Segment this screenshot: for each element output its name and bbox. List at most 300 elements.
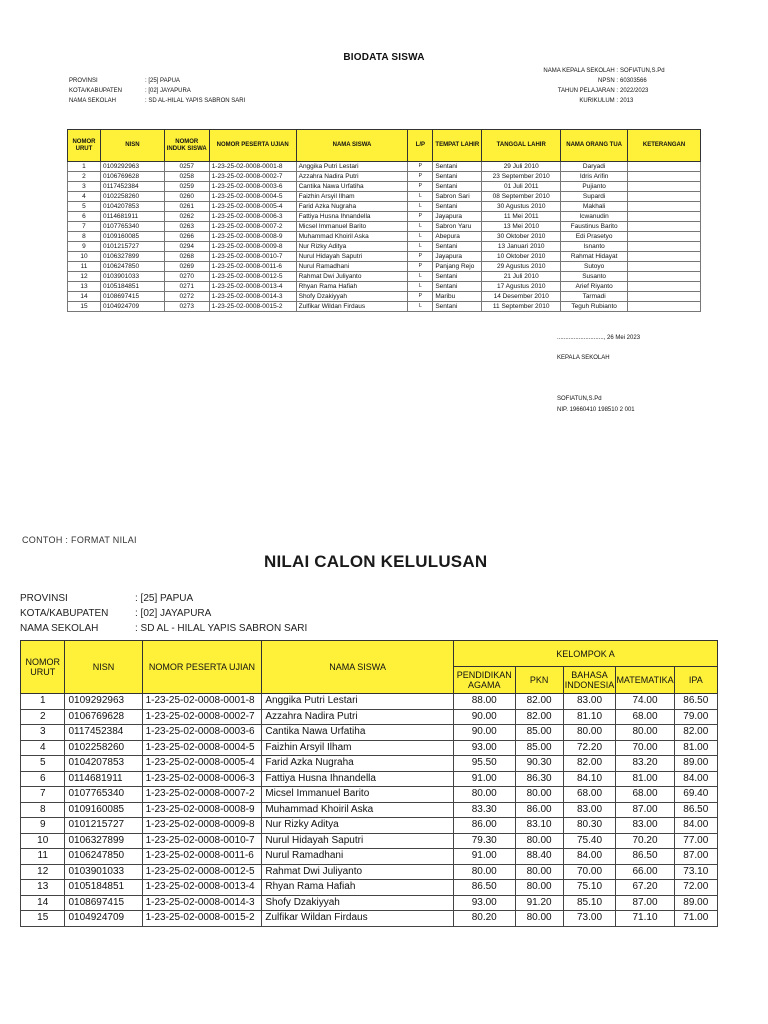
cell-score: 87.00: [616, 802, 674, 818]
cell-tempat-lahir: Abepura: [433, 232, 482, 242]
cell-orang-tua: Rahmat Hidayat: [561, 252, 628, 262]
cell-peserta: 1-23-25-02-0008-0009-8: [209, 242, 296, 252]
cell-peserta: 1-23-25-02-0008-0007-2: [209, 222, 296, 232]
column-header: L/P: [408, 130, 433, 162]
cell-tempat-lahir: Sentani: [433, 242, 482, 252]
cell-nomor: 4: [68, 192, 101, 202]
cell-score: 79.30: [453, 833, 515, 849]
cell-tanggal-lahir: 29 Agustus 2010: [482, 262, 561, 272]
cell-lp: L: [408, 282, 433, 292]
signature-date: ............................, 26 Mei 2023: [557, 335, 641, 341]
cell-nis: 0260: [164, 192, 209, 202]
cell-score: 90.00: [453, 725, 515, 741]
cell-keterangan: [628, 182, 701, 192]
cell-tempat-lahir: Jayapura: [433, 252, 482, 262]
cell-score: 80.00: [515, 911, 563, 927]
meta-value: 2013: [620, 98, 634, 104]
column-header: TEMPAT LAHIR: [433, 130, 482, 162]
cell-keterangan: [628, 302, 701, 312]
table-row: [21, 818, 718, 834]
cell-tempat-lahir: Sentani: [433, 302, 482, 312]
cell-nisn: 0103901033: [100, 272, 164, 282]
cell-score: 75.40: [563, 833, 616, 849]
cell-lp: L: [408, 302, 433, 312]
cell-lp: L: [408, 242, 433, 252]
cell-keterangan: [628, 172, 701, 182]
cell-score: 84.00: [674, 818, 717, 834]
cell-score: 66.00: [616, 864, 674, 880]
table-row: [21, 771, 718, 787]
cell-peserta: 1-23-25-02-0008-0001-8: [142, 694, 262, 710]
cell-score: 84.10: [563, 771, 616, 787]
table-row: [68, 182, 701, 192]
meta-value: : [02] JAYAPURA: [145, 88, 191, 94]
cell-peserta: 1-23-25-02-0008-0015-2: [209, 302, 296, 312]
cell-tanggal-lahir: 10 Oktober 2010: [482, 252, 561, 262]
meta-label: NAMA KEPALA SEKOLAH :: [543, 68, 618, 74]
cell-nomor: 9: [68, 242, 101, 252]
cell-peserta: 1-23-25-02-0008-0004-5: [142, 740, 262, 756]
cell-nomor: 3: [68, 182, 101, 192]
cell-score: 86.50: [674, 694, 717, 710]
table-row: [68, 272, 701, 282]
table-row: [68, 232, 701, 242]
table-row: [21, 756, 718, 772]
cell-tanggal-lahir: 30 Agustus 2010: [482, 202, 561, 212]
cell-score: 83.30: [453, 802, 515, 818]
cell-nis: 0268: [164, 252, 209, 262]
cell-peserta: 1-23-25-02-0008-0005-4: [209, 202, 296, 212]
table-row: [68, 192, 701, 202]
meta-value: : [25] PAPUA: [145, 78, 180, 84]
cell-score: 86.30: [515, 771, 563, 787]
cell-lp: L: [408, 192, 433, 202]
cell-score: 73.10: [674, 864, 717, 880]
signature-role: KEPALA SEKOLAH: [557, 355, 610, 361]
cell-nama: Farid Azka Nugraha: [262, 756, 454, 772]
cell-nama: Micsel Immanuel Barito: [296, 222, 408, 232]
cell-score: 83.00: [563, 694, 616, 710]
cell-score: 86.00: [515, 802, 563, 818]
cell-score: 84.00: [674, 771, 717, 787]
cell-tanggal-lahir: 14 Desember 2010: [482, 292, 561, 302]
meta-value: : SD AL-HILAL YAPIS SABRON SARI: [145, 98, 246, 104]
cell-nomor: 5: [21, 756, 65, 772]
cell-nama: Fattiya Husna Ihnandella: [296, 212, 408, 222]
cell-score: 82.00: [563, 756, 616, 772]
cell-nis: 0294: [164, 242, 209, 252]
cell-nama: Micsel Immanuel Barito: [262, 787, 454, 803]
cell-score: 80.00: [616, 725, 674, 741]
cell-nama: Zulfikar Wildan Firdaus: [296, 302, 408, 312]
cell-peserta: 1-23-25-02-0008-0002-7: [142, 709, 262, 725]
cell-tanggal-lahir: 11 September 2010: [482, 302, 561, 312]
cell-score: 86.50: [453, 880, 515, 896]
cell-tempat-lahir: Sentani: [433, 202, 482, 212]
cell-score: 88.00: [453, 694, 515, 710]
cell-nama: Shofy Dzakiyyah: [296, 292, 408, 302]
cell-nama: Anggika Putri Lestari: [296, 162, 408, 172]
cell-nis: 0269: [164, 262, 209, 272]
cell-tempat-lahir: Sentani: [433, 282, 482, 292]
cell-nama: Faizhin Arsyil Ilham: [296, 192, 408, 202]
cell-peserta: 1-23-25-02-0008-0004-5: [209, 192, 296, 202]
cell-lp: P: [408, 182, 433, 192]
table-row: [21, 694, 718, 710]
cell-nama: Nur Rizky Aditya: [262, 818, 454, 834]
cell-nomor: 5: [68, 202, 101, 212]
biodata-table-body: [68, 162, 701, 312]
cell-score: 85.00: [515, 725, 563, 741]
cell-nomor: 13: [68, 282, 101, 292]
cell-tanggal-lahir: 08 September 2010: [482, 192, 561, 202]
signature-name: SOFIATUN,S.Pd: [557, 396, 602, 402]
cell-nisn: 0105184851: [65, 880, 142, 896]
table-row: [21, 911, 718, 927]
column-header: NOMOR PESERTA UJIAN: [142, 641, 262, 694]
column-header: NAMA SISWA: [262, 641, 454, 694]
signature-nip: NIP. 19660410 198510 2 001: [557, 407, 635, 413]
cell-nama: Shofy Dzakiyyah: [262, 895, 454, 911]
nilai-title: NILAI CALON KELULUSAN: [264, 552, 488, 571]
cell-nomor: 12: [68, 272, 101, 282]
cell-score: 70.00: [563, 864, 616, 880]
cell-nisn: 0102258260: [100, 192, 164, 202]
cell-nomor: 10: [21, 833, 65, 849]
cell-peserta: 1-23-25-02-0008-0010-7: [142, 833, 262, 849]
cell-nis: 0266: [164, 232, 209, 242]
cell-nama: Nurul Ramadhani: [262, 849, 454, 865]
table-row: [68, 172, 701, 182]
meta-label: KOTA/KABUPATEN: [69, 88, 123, 94]
cell-score: 80.30: [563, 818, 616, 834]
cell-orang-tua: Susanto: [561, 272, 628, 282]
cell-nomor: 14: [21, 895, 65, 911]
table-row: [21, 833, 718, 849]
cell-peserta: 1-23-25-02-0008-0014-3: [209, 292, 296, 302]
cell-score: 70.00: [616, 740, 674, 756]
cell-nis: 0272: [164, 292, 209, 302]
cell-nama: Cantika Nawa Urfatiha: [296, 182, 408, 192]
cell-nama: Nurul Hidayah Saputri: [262, 833, 454, 849]
cell-score: 86.00: [453, 818, 515, 834]
table-row: [21, 787, 718, 803]
cell-lp: P: [408, 262, 433, 272]
meta-value: : [25] PAPUA: [135, 593, 194, 604]
cell-score: 83.20: [616, 756, 674, 772]
cell-lp: L: [408, 232, 433, 242]
cell-nomor: 7: [68, 222, 101, 232]
cell-peserta: 1-23-25-02-0008-0012-5: [142, 864, 262, 880]
cell-score: 82.00: [515, 694, 563, 710]
biodata-title: BIODATA SISWA: [343, 52, 425, 63]
cell-nama: Nur Rizky Aditya: [296, 242, 408, 252]
cell-nama: Azzahra Nadira Putri: [296, 172, 408, 182]
table-row: [68, 242, 701, 252]
cell-lp: L: [408, 272, 433, 282]
cell-nomor: 4: [21, 740, 65, 756]
cell-nis: 0271: [164, 282, 209, 292]
cell-score: 67.20: [616, 880, 674, 896]
cell-score: 85.00: [515, 740, 563, 756]
cell-score: 95.50: [453, 756, 515, 772]
biodata-header-row: [68, 130, 701, 162]
cell-peserta: 1-23-25-02-0008-0014-3: [142, 895, 262, 911]
column-header: NOMOR PESERTA UJIAN: [209, 130, 296, 162]
cell-score: 87.00: [616, 895, 674, 911]
example-label: CONTOH : FORMAT NILAI: [22, 535, 137, 545]
cell-orang-tua: Makhali: [561, 202, 628, 212]
table-row: [68, 212, 701, 222]
cell-nomor: 8: [68, 232, 101, 242]
cell-nisn: 0114681911: [65, 771, 142, 787]
column-header: NAMA ORANG TUA: [561, 130, 628, 162]
cell-peserta: 1-23-25-02-0008-0005-4: [142, 756, 262, 772]
cell-nisn: 0106327899: [100, 252, 164, 262]
cell-nisn: 0101215727: [100, 242, 164, 252]
cell-keterangan: [628, 202, 701, 212]
cell-nis: 0258: [164, 172, 209, 182]
cell-nama: Muhammad Khoiril Aska: [262, 802, 454, 818]
cell-lp: P: [408, 252, 433, 262]
cell-score: 83.00: [563, 802, 616, 818]
cell-nama: Zulfikar Wildan Firdaus: [262, 911, 454, 927]
cell-score: 79.00: [674, 709, 717, 725]
cell-keterangan: [628, 292, 701, 302]
meta-label: NAMA SEKOLAH: [69, 98, 117, 104]
cell-score: 86.50: [674, 802, 717, 818]
cell-peserta: 1-23-25-02-0008-0002-7: [209, 172, 296, 182]
cell-peserta: 1-23-25-02-0008-0008-9: [142, 802, 262, 818]
meta-label: NPSN :: [597, 78, 618, 84]
cell-score: 83.00: [616, 818, 674, 834]
cell-nisn: 0114681911: [100, 212, 164, 222]
cell-nomor: 1: [21, 694, 65, 710]
cell-score: 85.10: [563, 895, 616, 911]
cell-nomor: 15: [68, 302, 101, 312]
table-row: [68, 292, 701, 302]
column-header: KETERANGAN: [628, 130, 701, 162]
cell-nisn: 0106769628: [100, 172, 164, 182]
cell-nama: Farid Azka Nugraha: [296, 202, 408, 212]
cell-nomor: 12: [21, 864, 65, 880]
table-row: [21, 709, 718, 725]
cell-nomor: 11: [68, 262, 101, 272]
cell-nisn: 0106769628: [65, 709, 142, 725]
cell-score: 68.00: [563, 787, 616, 803]
cell-score: 77.00: [674, 833, 717, 849]
cell-score: 81.10: [563, 709, 616, 725]
cell-nisn: 0105184851: [100, 282, 164, 292]
cell-keterangan: [628, 192, 701, 202]
table-row: [68, 202, 701, 212]
cell-lp: P: [408, 292, 433, 302]
cell-score: 74.00: [616, 694, 674, 710]
cell-nis: 0262: [164, 212, 209, 222]
column-header: NISN: [100, 130, 164, 162]
table-row: [21, 880, 718, 896]
cell-nisn: 0104207853: [100, 202, 164, 212]
cell-score: 93.00: [453, 740, 515, 756]
cell-keterangan: [628, 212, 701, 222]
cell-nisn: 0109292963: [100, 162, 164, 172]
cell-nomor: 7: [21, 787, 65, 803]
cell-keterangan: [628, 162, 701, 172]
cell-nisn: 0107765340: [65, 787, 142, 803]
table-row: [68, 252, 701, 262]
table-row: [21, 725, 718, 741]
cell-nomor: 6: [68, 212, 101, 222]
cell-nisn: 0117452384: [65, 725, 142, 741]
table-row: [21, 864, 718, 880]
cell-score: 80.00: [515, 787, 563, 803]
cell-nisn: 0109160085: [100, 232, 164, 242]
cell-score: 80.00: [563, 725, 616, 741]
cell-score: 81.00: [674, 740, 717, 756]
cell-nomor: 2: [68, 172, 101, 182]
cell-nisn: 0106327899: [65, 833, 142, 849]
cell-nisn: 0108697415: [65, 895, 142, 911]
cell-tanggal-lahir: 29 Juli 2010: [482, 162, 561, 172]
cell-nama: Rahmat Dwi Juliyanto: [296, 272, 408, 282]
biodata-table: [67, 129, 701, 312]
cell-score: 90.00: [453, 709, 515, 725]
subject-header: PKN: [515, 667, 563, 694]
cell-nisn: 0108697415: [100, 292, 164, 302]
cell-score: 75.10: [563, 880, 616, 896]
cell-nomor: 6: [21, 771, 65, 787]
cell-score: 90.30: [515, 756, 563, 772]
cell-nama: Faizhin Arsyil Ilham: [262, 740, 454, 756]
cell-nomor: 3: [21, 725, 65, 741]
cell-nama: Fattiya Husna Ihnandella: [262, 771, 454, 787]
cell-tanggal-lahir: 23 September 2010: [482, 172, 561, 182]
cell-peserta: 1-23-25-02-0008-0008-9: [209, 232, 296, 242]
cell-nisn: 0109160085: [65, 802, 142, 818]
cell-orang-tua: Sutoyo: [561, 262, 628, 272]
table-row: [68, 162, 701, 172]
cell-keterangan: [628, 282, 701, 292]
meta-label: TAHUN PELAJARAN :: [557, 88, 618, 94]
cell-score: 80.00: [515, 833, 563, 849]
cell-score: 69.40: [674, 787, 717, 803]
table-row: [21, 802, 718, 818]
cell-score: 86.50: [616, 849, 674, 865]
cell-tempat-lahir: Sentani: [433, 172, 482, 182]
biodata-right-meta: [500, 66, 665, 106]
cell-orang-tua: Teguh Rubianto: [561, 302, 628, 312]
subject-header: PENDIDIKAN AGAMA: [453, 667, 515, 694]
cell-orang-tua: Icwanudin: [561, 212, 628, 222]
subject-header: IPA: [674, 667, 717, 694]
cell-peserta: 1-23-25-02-0008-0015-2: [142, 911, 262, 927]
cell-nis: 0273: [164, 302, 209, 312]
cell-orang-tua: Arief Riyanto: [561, 282, 628, 292]
column-header: NAMA SISWA: [296, 130, 408, 162]
cell-score: 89.00: [674, 895, 717, 911]
cell-score: 72.00: [674, 880, 717, 896]
cell-nomor: 2: [21, 709, 65, 725]
cell-orang-tua: Idris Arifin: [561, 172, 628, 182]
meta-value: 2022/2023: [620, 88, 649, 94]
cell-tempat-lahir: Sentani: [433, 272, 482, 282]
cell-lp: L: [408, 202, 433, 212]
cell-tanggal-lahir: 30 Oktober 2010: [482, 232, 561, 242]
cell-nisn: 0103901033: [65, 864, 142, 880]
cell-nis: 0257: [164, 162, 209, 172]
cell-nomor: 13: [21, 880, 65, 896]
cell-orang-tua: Edi Prasetyo: [561, 232, 628, 242]
table-row: [68, 222, 701, 232]
cell-score: 68.00: [616, 787, 674, 803]
cell-peserta: 1-23-25-02-0008-0006-3: [209, 212, 296, 222]
meta-label: PROVINSI: [69, 78, 98, 84]
cell-nisn: 0104207853: [65, 756, 142, 772]
cell-peserta: 1-23-25-02-0008-0003-6: [209, 182, 296, 192]
cell-nama: Anggika Putri Lestari: [262, 694, 454, 710]
subject-header: BAHASA INDONESIA: [563, 667, 616, 694]
cell-score: 72.20: [563, 740, 616, 756]
cell-nama: Nurul Ramadhani: [296, 262, 408, 272]
cell-tanggal-lahir: 13 Mei 2010: [482, 222, 561, 232]
cell-score: 80.00: [453, 787, 515, 803]
cell-keterangan: [628, 272, 701, 282]
column-header: NOMOR URUT: [21, 641, 65, 694]
cell-tanggal-lahir: 01 Juli 2011: [482, 182, 561, 192]
column-header: NISN: [65, 641, 142, 694]
cell-score: 87.00: [674, 849, 717, 865]
cell-tempat-lahir: Panjang Rejo: [433, 262, 482, 272]
cell-peserta: 1-23-25-02-0008-0007-2: [142, 787, 262, 803]
cell-lp: P: [408, 212, 433, 222]
cell-nisn: 0104924709: [100, 302, 164, 312]
meta-label: NAMA SEKOLAH: [20, 623, 99, 634]
cell-score: 84.00: [563, 849, 616, 865]
cell-nama: Muhammad Khoiril Aska: [296, 232, 408, 242]
cell-tanggal-lahir: 13 Januari 2010: [482, 242, 561, 252]
cell-nis: 0261: [164, 202, 209, 212]
cell-score: 82.00: [515, 709, 563, 725]
cell-nomor: 15: [21, 911, 65, 927]
cell-peserta: 1-23-25-02-0008-0003-6: [142, 725, 262, 741]
cell-nama: Rhyan Rama Hafiah: [262, 880, 454, 896]
cell-nisn: 0106247850: [100, 262, 164, 272]
cell-peserta: 1-23-25-02-0008-0011-6: [209, 262, 296, 272]
table-row: [21, 740, 718, 756]
meta-value: SOFIATUN,S.Pd: [620, 68, 665, 74]
cell-lp: L: [408, 222, 433, 232]
cell-tempat-lahir: Sentani: [433, 162, 482, 172]
cell-orang-tua: Pujianto: [561, 182, 628, 192]
cell-score: 91.20: [515, 895, 563, 911]
cell-score: 93.00: [453, 895, 515, 911]
cell-tanggal-lahir: 21 Juli 2010: [482, 272, 561, 282]
cell-score: 81.00: [616, 771, 674, 787]
cell-orang-tua: Daryadi: [561, 162, 628, 172]
cell-peserta: 1-23-25-02-0008-0012-5: [209, 272, 296, 282]
cell-score: 71.00: [674, 911, 717, 927]
cell-keterangan: [628, 242, 701, 252]
cell-peserta: 1-23-25-02-0008-0013-4: [209, 282, 296, 292]
column-header: NOMOR INDUK SISWA: [164, 130, 209, 162]
cell-lp: P: [408, 162, 433, 172]
cell-peserta: 1-23-25-02-0008-0011-6: [142, 849, 262, 865]
cell-nisn: 0117452384: [100, 182, 164, 192]
cell-nama: Cantika Nawa Urfatiha: [262, 725, 454, 741]
cell-tempat-lahir: Jayapura: [433, 212, 482, 222]
cell-nis: 0270: [164, 272, 209, 282]
cell-orang-tua: Tarmadi: [561, 292, 628, 302]
